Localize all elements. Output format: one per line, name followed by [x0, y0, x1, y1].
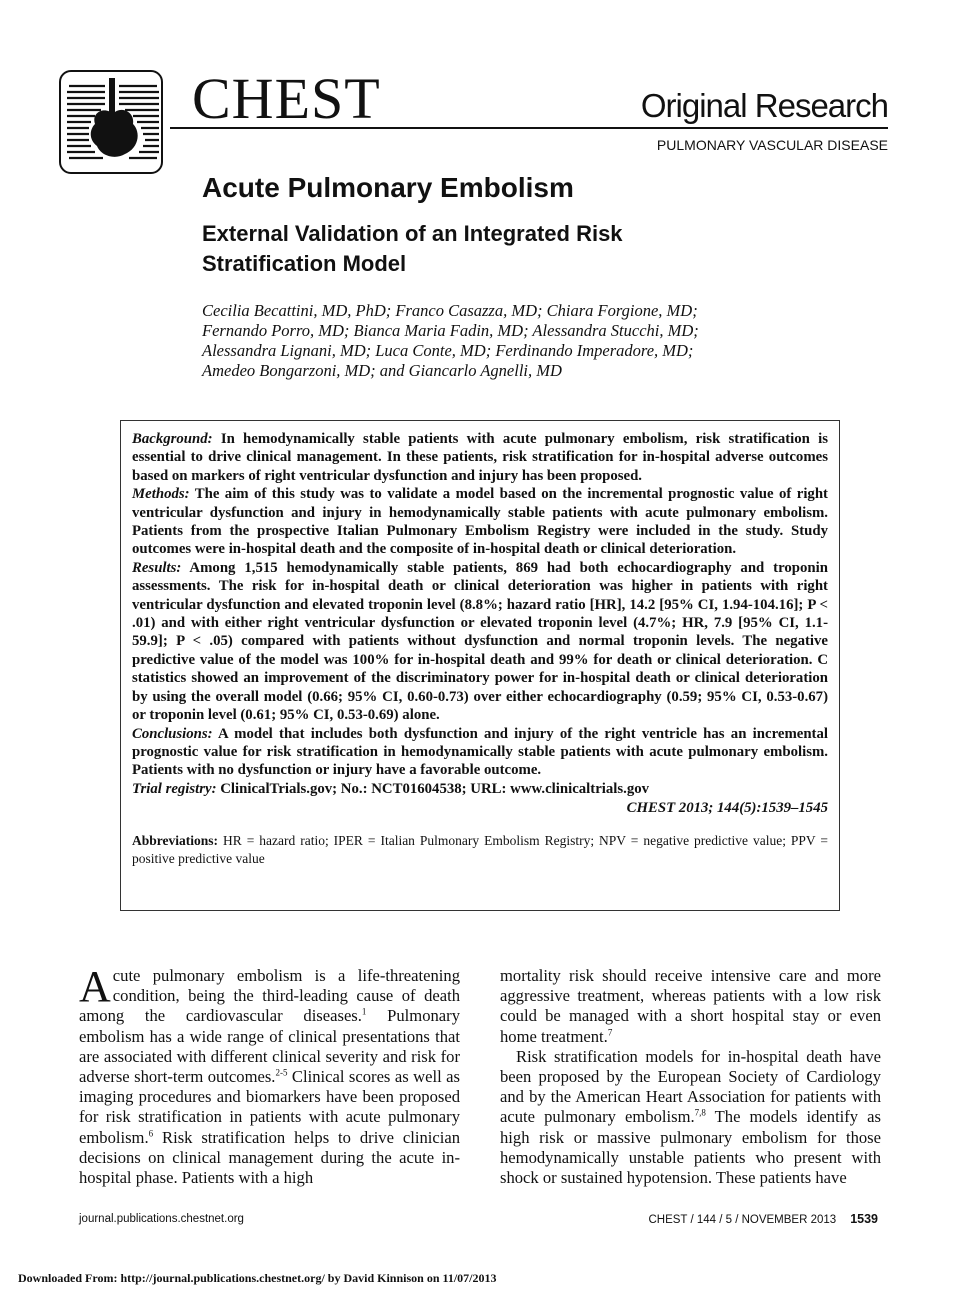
body-text: mortality risk should receive intensive care and more aggressive treatment, whereas patients with a low risk could be managed with a short hospital stay or even home treatment. [500, 966, 881, 1046]
methods-label: Methods: [132, 486, 190, 503]
subsection-label: PULMONARY VASCULAR DISEASE [656, 137, 888, 153]
background-label: Background: [132, 431, 213, 447]
trial-registry-label: Trial registry: [132, 780, 217, 797]
author-line: Fernando Porro, MD; Bianca Maria Fadin, MD; Alessandra Stucchi, MD; [202, 321, 699, 340]
author-list [202, 301, 762, 381]
abbreviations [132, 832, 828, 868]
abbreviations-label: Abbreviations: [132, 833, 219, 849]
page-number: 1539 [850, 1212, 878, 1226]
body-text: The models identify as high risk or massive pulmonary embolism for those hemodynamically unstable patients who present with shock or sustained hypotension. These patients have [500, 1107, 881, 1188]
abbreviations-text: HR = hazard ratio; IPER = Italian Pulmonary Embolism Registry; NPV = negative predictive value; PPV = positive predictive value [132, 833, 829, 867]
reference: 7,8 [694, 1107, 706, 1118]
author-line: Alessandra Lignani, MD; Luca Conte, MD; Ferdinando Imperadore, MD; [202, 341, 694, 360]
author-line: Amedeo Bongarzoni, MD; and Giancarlo Agnelli, MD [202, 361, 562, 380]
citation: CHEST 2013; 144(5):1539–1545 [626, 800, 828, 817]
results-text: Among 1,515 hemodynamically stable patients, 869 had both echocardiography and troponin assessments. The risk for in-hospital death or clinical deterioration was higher in patients with right ventricular dysfunction and elevated troponin level (8.8%; hazard ratio [HR], 14.2 [95% CI, 1.94-104.16]; P < .01) and with either right ventricular dysfunction or elevated troponin level (4.7%; HR, 7.9 [95% CI, 1.1-59.9]; P < .05) compared with patients without dysfunction and normal troponin levels. The negative predictive value of the model was 100% for in-hospital death and 99% for death or clinical deterioration. C statistics showed an improvement of the discriminatory power for in-hospital death or clinical deterioration by using the overall model (0.66; 95% CI, 0.60-0.73) over either echocardiography (0.59; 95% CI, 0.53-0.67) or troponin level (0.61; 95% CI, 0.53-0.69) alone. [132, 559, 828, 724]
trial-registry-text: ClinicalTrials.gov; No.: NCT01604538; URL: www.clinicaltrials.gov [220, 780, 650, 797]
conclusions-label: Conclusions: [132, 725, 213, 742]
header-divider [170, 127, 888, 129]
body-text: Risk stratification models for in-hospital death have been proposed by the European Society of Cardiology and by the American Heart Association for patients with acute pulmonary embolism. [500, 1046, 881, 1127]
reference: 7 [607, 1027, 613, 1038]
journal-name: CHEST [192, 66, 381, 131]
issue-info: CHEST / 144 / 5 / NOVEMBER 2013 [648, 1214, 837, 1226]
reference: 2-5 [275, 1067, 288, 1078]
methods-text: The aim of this study was to validate a model based on the incremental prognostic value of right ventricular dysfunction and injury in hemodynamically stable patients with acute pulmonary embolism. Patients from the prospective Italian Pulmonary Embolism Registry were included in the study. Study outcomes were in-hospital death and the composite of in-hospital death or clinical deterioration. [132, 486, 828, 558]
body-text: Pulmonary embolism has a wide range of clinical presentations that are associated with different clinical severity and risk for adverse short-term outcomes. [79, 1006, 460, 1087]
footer-url: journal.publications.chestnet.org [79, 1213, 244, 1225]
abstract-text [132, 430, 828, 798]
article-subtitle: External Validation of an Integrated Risk Stratification Model [202, 221, 623, 276]
download-note: Downloaded From: http://journal.publications.chestnet.org/ by David Kinnison on 11/07/2013 [18, 1271, 497, 1285]
reference: 6 [148, 1128, 154, 1139]
reference: 1 [361, 1006, 367, 1017]
body-column-left [79, 962, 460, 1188]
lungs-heart-icon [61, 72, 163, 174]
article-title: Acute Pulmonary Embolism [202, 172, 574, 203]
background-text: In hemodynamically stable patients with acute pulmonary embolism, risk stratification is essential to drive clinical management. In these patients, risk stratification for in-hospital adverse outcomes based on markers of right ventricular dysfunction and injury has been proposed. [132, 431, 828, 484]
section-title: Original Research [640, 87, 888, 124]
body-text: cute pulmonary embolism is a life-threatening condition, being the third-leading cause of death among the cardiovascular diseases. [79, 966, 460, 1026]
abstract-box [120, 420, 840, 911]
results-label: Results: [132, 559, 182, 576]
journal-logo [59, 70, 163, 174]
body-text: Risk stratification helps to drive clinician decisions on clinical management during the acute in-hospital phase. Patients with a high [79, 1127, 460, 1188]
body-column-right [500, 966, 881, 1188]
drop-cap: A [79, 962, 111, 1011]
body-text: Clinical scores as well as imaging procedures and biomarkers have been proposed for risk stratification in patients with acute pulmonary embolism. [79, 1067, 460, 1147]
conclusions-text: A model that includes both dysfunction and injury of the right ventricle has an incremental prognostic value for risk stratification in hemodynamically stable patients with acute pulmonary embolism. Patients with no dysfunction or injury have a favorable outcome. [132, 725, 828, 779]
footer-issue [648, 1211, 878, 1228]
author-line: Cecilia Becattini, MD, PhD; Franco Casazza, MD; Chiara Forgione, MD; [202, 301, 698, 320]
